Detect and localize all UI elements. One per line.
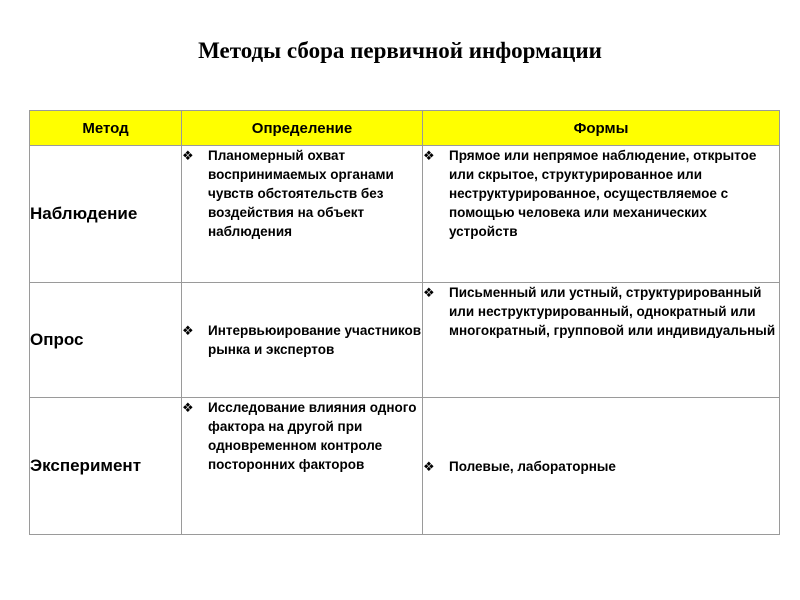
bullet-item	[423, 283, 779, 340]
bullet-item	[423, 457, 779, 476]
forms-text: Прямое или непрямое наблюдение, открытое или скрытое, структурированное или неструктурированное, осуществляемое с помощью человека или механических устройств	[449, 148, 757, 239]
forms-cell	[423, 146, 780, 283]
diamond-bullet-icon: ❖	[182, 148, 194, 163]
methods-table	[29, 110, 780, 535]
forms-text: Письменный или устный, структурированный или неструктурированный, однократный или многократный, групповой или индивидуальный	[449, 285, 776, 338]
diamond-bullet-icon: ❖	[182, 323, 194, 338]
forms-cell	[423, 398, 780, 535]
definition-cell	[182, 398, 423, 535]
diamond-bullet-icon: ❖	[423, 458, 435, 474]
method-cell: Эксперимент	[30, 398, 182, 535]
header-method: Метод	[30, 111, 182, 146]
bullet-item	[182, 146, 422, 241]
definition-cell	[182, 283, 423, 398]
forms-text: Полевые, лабораторные	[449, 458, 616, 474]
diamond-bullet-icon: ❖	[423, 148, 435, 163]
method-cell: Опрос	[30, 283, 182, 398]
table-row	[30, 283, 780, 398]
forms-cell	[423, 283, 780, 398]
diamond-bullet-icon: ❖	[423, 285, 435, 300]
definition-text: Исследование влияния одного фактора на другой при одновременном контроле посторонних факторов	[208, 400, 417, 472]
header-definition: Определение	[182, 111, 423, 146]
page-title: Методы сбора первичной информации	[198, 38, 602, 63]
table-header-row	[30, 111, 780, 146]
method-cell: Наблюдение	[30, 146, 182, 283]
definition-text: Планомерный охват воспринимаемых органами чувств обстоятельств без воздействия на объект наблюдения	[208, 148, 394, 239]
bullet-item	[182, 398, 422, 474]
diamond-bullet-icon: ❖	[182, 400, 194, 415]
table-row	[30, 398, 780, 535]
bullet-item	[182, 321, 422, 359]
table-row	[30, 146, 780, 283]
header-forms: Формы	[423, 111, 780, 146]
bullet-item	[423, 146, 779, 241]
definition-cell	[182, 146, 423, 283]
definition-text: Интервьюирование участников рынка и экспертов	[208, 323, 422, 357]
